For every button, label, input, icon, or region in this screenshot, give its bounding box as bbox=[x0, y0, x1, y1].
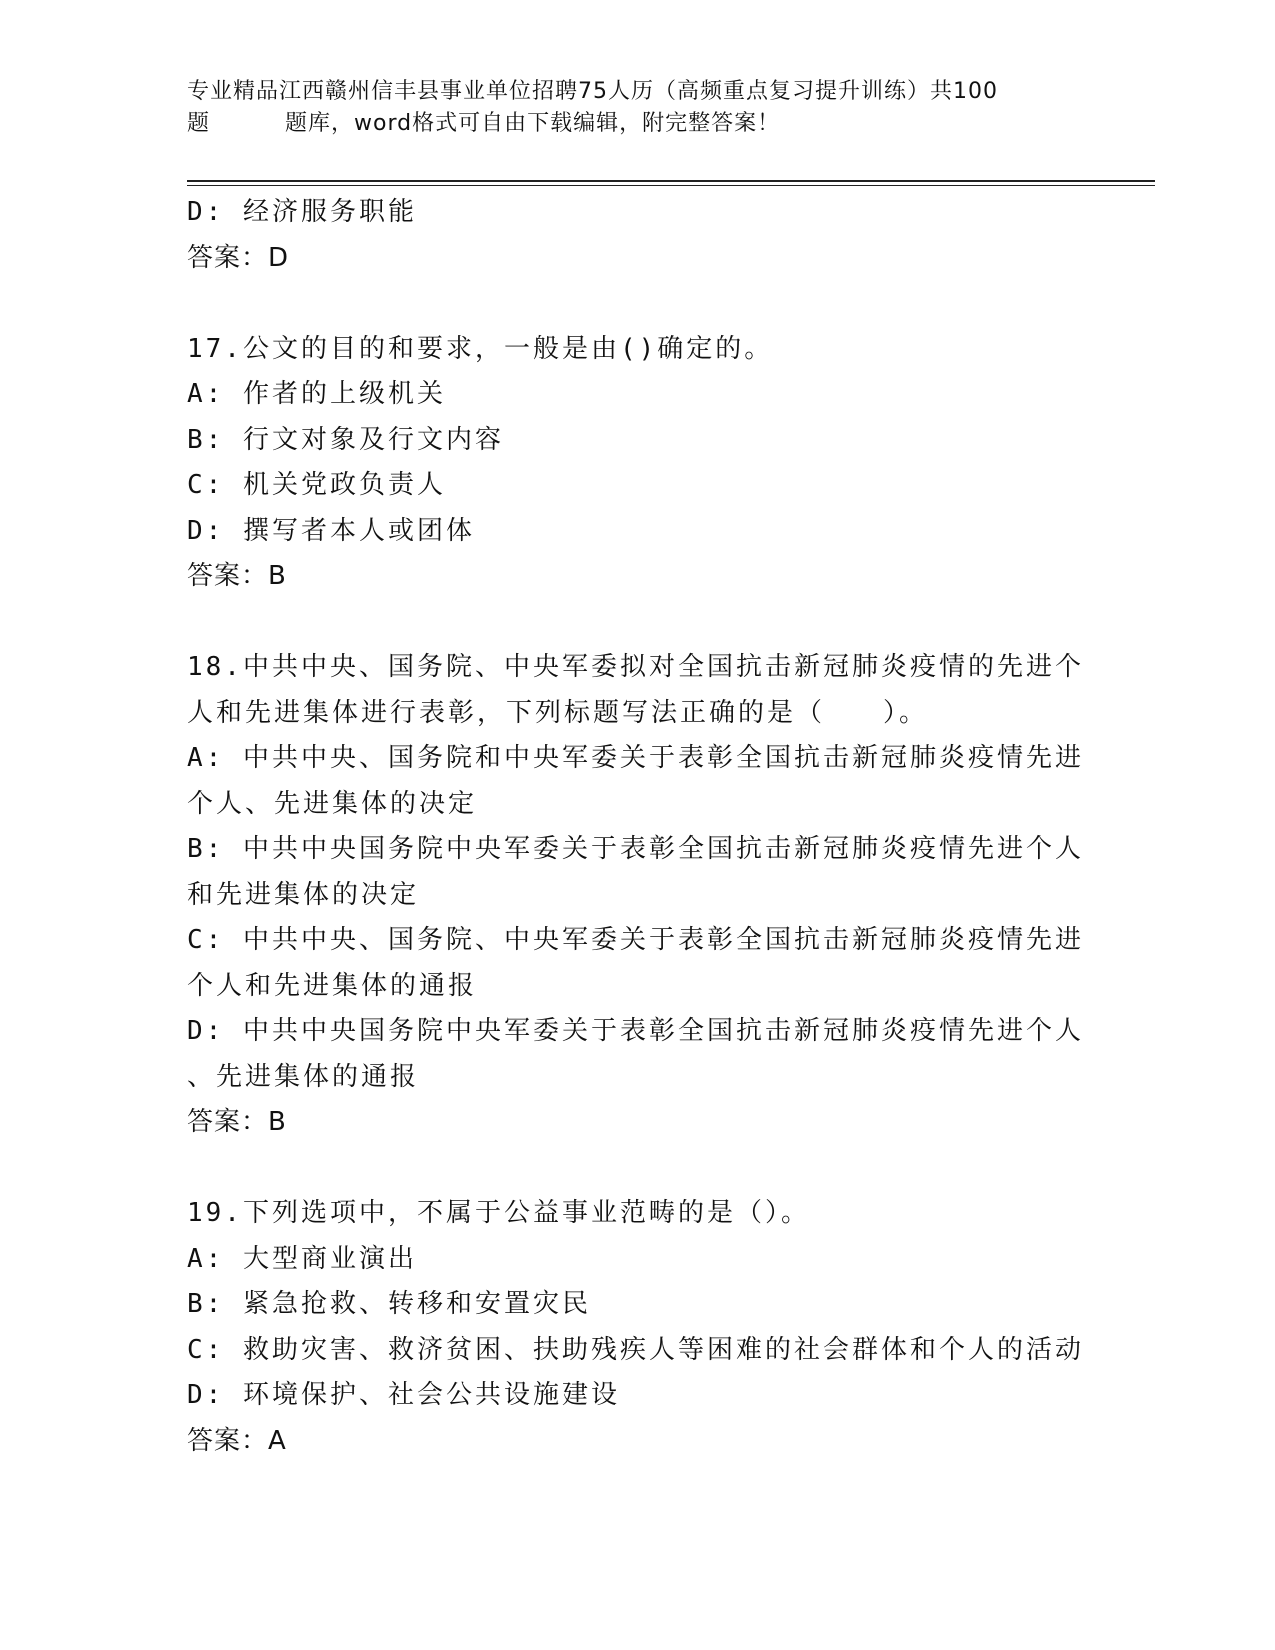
header-title-line-2-right: 题库，word格式可自由下载编辑，附完整答案！ bbox=[285, 111, 781, 136]
option-line: D: 经济服务职能 bbox=[187, 197, 417, 227]
option-line: C: 中共中央、国务院、中央军委关于表彰全国抗击新冠肺炎疫情先进 bbox=[187, 925, 1084, 955]
header-divider-thin bbox=[187, 185, 1155, 186]
block-spacer bbox=[187, 600, 1087, 646]
question-block bbox=[187, 327, 1087, 600]
option-line: 和先进集体的决定 bbox=[187, 879, 420, 910]
question-stem: 17.公文的目的和要求，一般是由()确定的。 bbox=[187, 333, 774, 364]
answer-line: 答案：B bbox=[187, 1107, 287, 1137]
option-line: A: 作者的上级机关 bbox=[187, 379, 446, 409]
question-block bbox=[187, 1191, 1087, 1464]
block-spacer bbox=[187, 1146, 1087, 1192]
option-line: C: 机关党政负责人 bbox=[187, 470, 446, 500]
question-stem: 19.下列选项中，不属于公益事业范畴的是（）。 bbox=[187, 1198, 810, 1228]
page-header bbox=[187, 76, 1087, 140]
header-title-line-2 bbox=[187, 108, 1087, 140]
option-line: 个人和先进集体的通报 bbox=[187, 970, 478, 1001]
option-line: D: 中共中央国务院中央军委关于表彰全国抗击新冠肺炎疫情先进个人 bbox=[187, 1016, 1084, 1046]
option-line: C: 救助灾害、救济贫困、扶助残疾人等困难的社会群体和个人的活动 bbox=[187, 1334, 1084, 1365]
question-content bbox=[187, 190, 1087, 1464]
question-block bbox=[187, 645, 1087, 1146]
header-title-line-2-left: 题 bbox=[187, 111, 211, 136]
option-line: A: 中共中央、国务院和中央军委关于表彰全国抗击新冠肺炎疫情先进 bbox=[187, 743, 1084, 773]
answer-line: 答案：A bbox=[187, 1425, 287, 1456]
option-line: 、先进集体的通报 bbox=[187, 1061, 420, 1092]
header-title-line-1: 专业精品江西赣州信丰县事业单位招聘75人历（高频重点复习提升训练）共100 bbox=[187, 79, 998, 104]
header-divider-thick bbox=[187, 180, 1155, 182]
question-block bbox=[187, 190, 1087, 281]
option-line: B: 行文对象及行文内容 bbox=[187, 424, 504, 455]
option-line: A: 大型商业演出 bbox=[187, 1243, 417, 1274]
question-stem: 18.中共中央、国务院、中央军委拟对全国抗击新冠肺炎疫情的先进个 bbox=[187, 652, 1084, 682]
option-line: 个人、先进集体的决定 bbox=[187, 788, 478, 819]
option-line: B: 紧急抢救、转移和安置灾民 bbox=[187, 1289, 591, 1319]
answer-line: 答案：D bbox=[187, 242, 290, 273]
answer-line: 答案：B bbox=[187, 561, 287, 591]
question-stem: 人和先进集体进行表彰，下列标题写法正确的是（ ）。 bbox=[187, 697, 929, 728]
option-line: D: 撰写者本人或团体 bbox=[187, 515, 475, 546]
block-spacer bbox=[187, 281, 1087, 327]
option-line: B: 中共中央国务院中央军委关于表彰全国抗击新冠肺炎疫情先进个人 bbox=[187, 834, 1084, 864]
option-line: D: 环境保护、社会公共设施建设 bbox=[187, 1380, 620, 1410]
